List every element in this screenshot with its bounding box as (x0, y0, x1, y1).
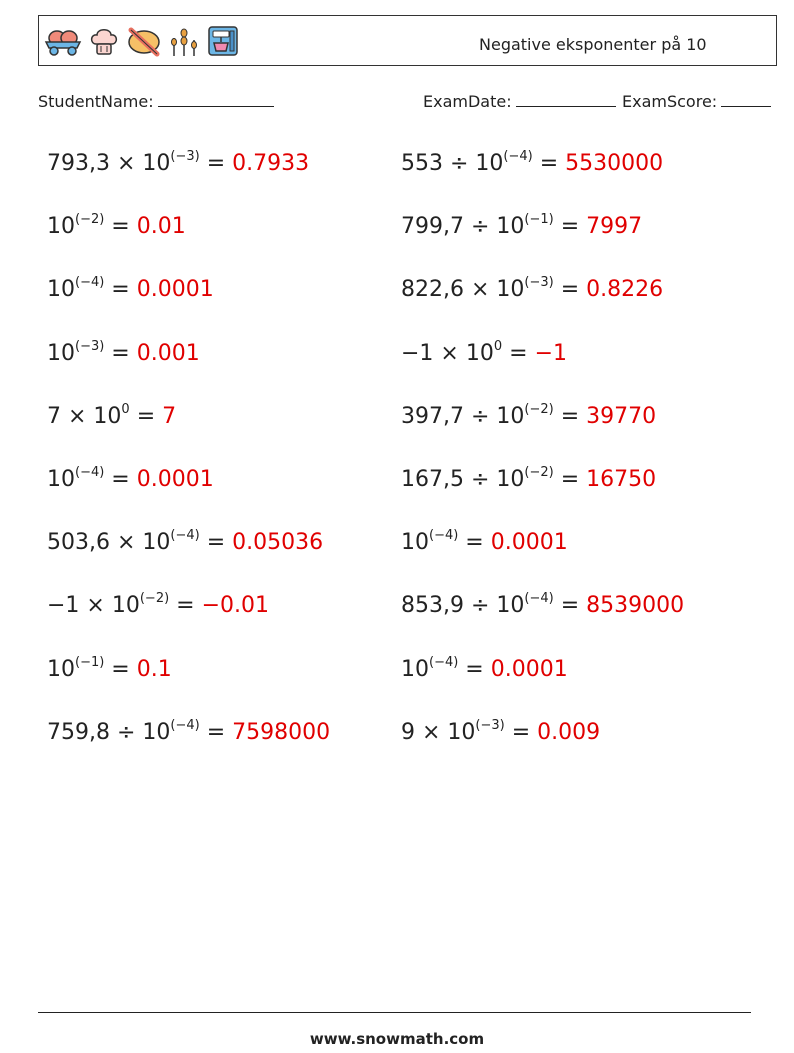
problem-expression: 397,7 ÷ 10 (401, 404, 525, 429)
problem-item (47, 529, 323, 557)
problem-item (401, 276, 663, 304)
problem-expression: 10 (47, 467, 75, 492)
problem-item (401, 466, 656, 494)
equals-sign: = (553, 277, 587, 302)
problem-expression: 10 (401, 530, 429, 555)
exam-score-blank[interactable] (721, 92, 771, 107)
problem-expression: 793,3 × 10 (47, 151, 171, 176)
exam-score-label: ExamScore: (622, 92, 718, 111)
equals-sign: = (532, 151, 566, 176)
problem-expression: 10 (401, 657, 429, 682)
equals-sign: = (502, 341, 535, 366)
problem-item (401, 150, 663, 178)
equals-sign: = (553, 467, 587, 492)
problem-expression: 853,9 ÷ 10 (401, 593, 525, 618)
problem-item (47, 403, 176, 431)
equals-sign: = (104, 277, 137, 302)
problem-answer: 0.0001 (490, 657, 568, 682)
problem-exponent: (−3) (524, 275, 554, 290)
problem-exponent: (−4) (429, 655, 459, 670)
equals-sign: = (104, 467, 137, 492)
problem-exponent: (−2) (139, 591, 170, 606)
problem-answer: 0.001 (136, 341, 200, 366)
exam-score-field (622, 92, 771, 111)
problem-answer: 0.1 (136, 657, 172, 682)
problem-expression: 7 × 10 (47, 404, 122, 429)
equals-sign: = (104, 214, 137, 239)
problem-exponent: (−4) (75, 275, 105, 290)
chef-hat-icon (87, 24, 121, 58)
problem-exponent: (−2) (524, 402, 554, 417)
problem-answer: 7 (162, 404, 177, 429)
exam-date-label: ExamDate: (423, 92, 512, 111)
problem-item (47, 719, 330, 747)
problem-item (47, 592, 269, 620)
equals-sign: = (104, 657, 137, 682)
problem-item (401, 403, 656, 431)
student-name-field (38, 92, 274, 111)
problem-item (401, 340, 567, 368)
equals-sign: = (458, 530, 491, 555)
problem-exponent: 0 (493, 339, 503, 354)
problem-expression: 10 (47, 341, 75, 366)
problem-exponent: 0 (121, 402, 130, 417)
problem-answer: 16750 (586, 467, 657, 492)
problem-item (47, 340, 200, 368)
equals-sign: = (504, 720, 538, 745)
problem-answer: 0.7933 (232, 151, 310, 176)
exam-date-blank[interactable] (516, 92, 616, 107)
problem-item (47, 150, 309, 178)
problem-item (47, 656, 172, 684)
problem-expression: 167,5 ÷ 10 (401, 467, 525, 492)
problem-answer: −0.01 (201, 593, 270, 618)
problem-expression: 822,6 × 10 (401, 277, 525, 302)
problem-exponent: (−4) (75, 465, 105, 480)
problem-expression: 10 (47, 214, 75, 239)
equals-sign: = (553, 404, 587, 429)
problem-expression: 9 × 10 (401, 720, 476, 745)
equals-sign: = (199, 530, 233, 555)
problem-item (401, 656, 568, 684)
problem-exponent: (−4) (429, 528, 459, 543)
stand-mixer-icon (205, 24, 241, 58)
problem-item (401, 592, 684, 620)
problem-expression: 10 (47, 277, 75, 302)
student-name-blank[interactable] (158, 92, 274, 107)
equals-sign: = (553, 593, 587, 618)
problem-exponent: (−4) (524, 591, 554, 606)
exam-date-field (423, 92, 616, 111)
wheat-icon (167, 24, 201, 58)
equals-sign: = (169, 593, 202, 618)
problem-expression: 503,6 × 10 (47, 530, 171, 555)
footer-divider (38, 1012, 751, 1013)
problem-exponent: (−1) (75, 655, 105, 670)
problem-item (47, 466, 214, 494)
equals-sign: = (104, 341, 137, 366)
problem-exponent: (−4) (170, 718, 200, 733)
problem-answer: −1 (534, 341, 567, 366)
footer-url: www.snowmath.com (309, 1030, 485, 1048)
problem-item (47, 213, 186, 241)
problem-exponent: (−4) (503, 149, 533, 164)
problem-exponent: (−1) (524, 212, 554, 227)
problem-answer: 7598000 (232, 720, 331, 745)
problem-item (401, 529, 568, 557)
problem-exponent: (−3) (475, 718, 505, 733)
problem-answer: 0.0001 (136, 277, 214, 302)
problem-expression: 799,7 ÷ 10 (401, 214, 525, 239)
problem-item (47, 276, 214, 304)
worksheet-title: Negative eksponenter på 10 (479, 35, 707, 54)
problem-exponent: (−3) (75, 339, 105, 354)
equals-sign: = (199, 151, 233, 176)
problem-exponent: (−2) (75, 212, 105, 227)
problem-exponent: (−2) (524, 465, 554, 480)
equals-sign: = (458, 657, 491, 682)
problem-answer: 0.05036 (232, 530, 324, 555)
problem-answer: 7997 (586, 214, 643, 239)
problem-expression: 10 (47, 657, 75, 682)
rolling-pin-icon (125, 24, 163, 58)
problem-answer: 5530000 (565, 151, 664, 176)
problem-expression: −1 × 10 (401, 341, 494, 366)
problem-answer: 0.8226 (586, 277, 664, 302)
problem-exponent: (−4) (170, 528, 200, 543)
problem-item (401, 213, 642, 241)
problem-expression: 553 ÷ 10 (401, 151, 504, 176)
problem-answer: 39770 (586, 404, 657, 429)
problem-answer: 0.0001 (490, 530, 568, 555)
problem-answer: 0.01 (136, 214, 186, 239)
equals-sign: = (553, 214, 587, 239)
equals-sign: = (199, 720, 233, 745)
problem-answer: 0.009 (537, 720, 601, 745)
problem-expression: −1 × 10 (47, 593, 140, 618)
problem-expression: 759,8 ÷ 10 (47, 720, 171, 745)
problem-answer: 8539000 (586, 593, 685, 618)
problem-exponent: (−3) (170, 149, 200, 164)
icon-strip (43, 23, 241, 59)
student-name-label: StudentName: (38, 92, 154, 111)
header-box (38, 15, 777, 66)
problem-item (401, 719, 600, 747)
equals-sign: = (129, 404, 163, 429)
egg-carton-icon (43, 24, 83, 58)
problem-answer: 0.0001 (136, 467, 214, 492)
